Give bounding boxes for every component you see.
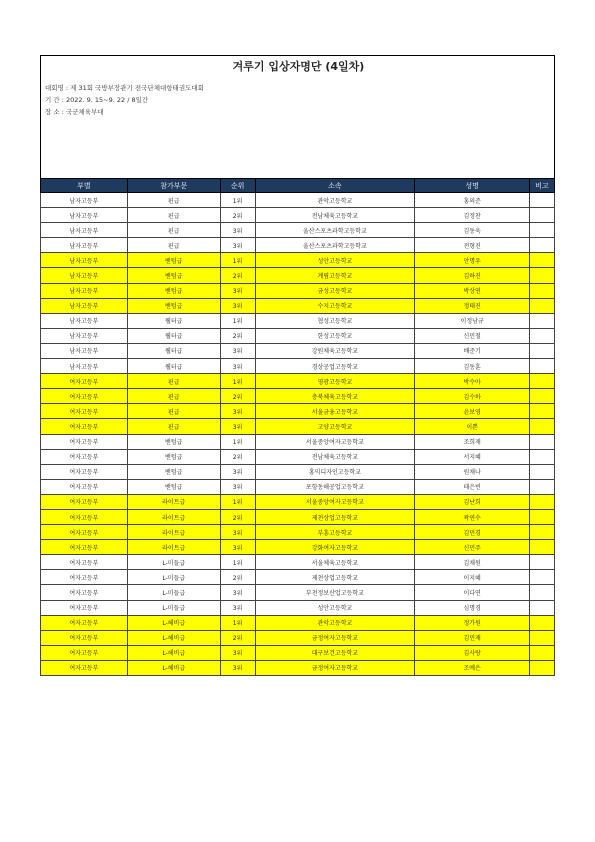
title-box	[40, 55, 555, 75]
name-cell: 심명경	[415, 600, 530, 615]
table-row	[41, 268, 555, 283]
category-cell: L-헤비급	[127, 630, 220, 645]
header-category: 참가부문	[127, 179, 220, 193]
division-cell: 남자고등부	[41, 359, 128, 374]
division-cell: 남자고등부	[41, 193, 128, 208]
table-row	[41, 479, 555, 494]
remarks-cell	[530, 253, 555, 268]
event-name: 대회명 : 제 31회 국방부장관기 전국단체대항태권도대회	[45, 84, 204, 92]
rank-cell: 2위	[220, 449, 255, 464]
remarks-cell	[530, 343, 555, 358]
division-cell: 남자고등부	[41, 313, 128, 328]
school-cell: 성안고등학교	[255, 253, 415, 268]
name-cell: 박상연	[415, 283, 530, 298]
frame-border-left	[40, 75, 41, 178]
table-row	[41, 419, 555, 434]
rank-cell: 3위	[220, 238, 255, 253]
name-cell: 이지혜	[415, 570, 530, 585]
remarks-cell	[530, 540, 555, 555]
category-cell: 라이트급	[127, 540, 220, 555]
remarks-cell	[530, 509, 555, 524]
remarks-cell	[530, 359, 555, 374]
school-cell: 울산스포츠과학고등학교	[255, 238, 415, 253]
school-cell: 울산스포츠과학고등학교	[255, 223, 415, 238]
division-cell: 여자고등부	[41, 600, 128, 615]
division-cell: 여자고등부	[41, 630, 128, 645]
name-cell: 곽연수	[415, 509, 530, 524]
rank-cell: 3위	[220, 343, 255, 358]
category-cell: L-헤비급	[127, 615, 220, 630]
category-cell: 밴텀급	[127, 479, 220, 494]
results-table	[40, 178, 555, 676]
name-cell: 김정찬	[415, 208, 530, 223]
school-cell: 협성고등학교	[255, 313, 415, 328]
rank-cell: 2위	[220, 328, 255, 343]
rank-cell: 3위	[220, 660, 255, 675]
remarks-cell	[530, 223, 555, 238]
name-cell: 조희재	[415, 434, 530, 449]
category-cell: 핀급	[127, 208, 220, 223]
division-cell: 여자고등부	[41, 404, 128, 419]
rank-cell: 1위	[220, 494, 255, 509]
category-cell: L-미들급	[127, 555, 220, 570]
school-cell: 전남체육고등학교	[255, 208, 415, 223]
school-cell: 계림고등학교	[255, 268, 415, 283]
remarks-cell	[530, 570, 555, 585]
name-cell: 신민주	[415, 540, 530, 555]
table-row	[41, 660, 555, 675]
name-cell: 정태진	[415, 298, 530, 313]
table-row	[41, 389, 555, 404]
remarks-cell	[530, 630, 555, 645]
rank-cell: 2위	[220, 570, 255, 585]
division-cell: 여자고등부	[41, 660, 128, 675]
remarks-cell	[530, 660, 555, 675]
school-cell: 영광고등학교	[255, 374, 415, 389]
name-cell: 박수아	[415, 374, 530, 389]
rank-cell: 1위	[220, 313, 255, 328]
category-cell: 밴텀급	[127, 268, 220, 283]
name-cell: 김동훈	[415, 359, 530, 374]
division-cell: 남자고등부	[41, 283, 128, 298]
rank-cell: 2위	[220, 268, 255, 283]
remarks-cell	[530, 389, 555, 404]
category-cell: 밴텀급	[127, 298, 220, 313]
rank-cell: 3위	[220, 600, 255, 615]
school-cell: 금정여자고등학교	[255, 660, 415, 675]
name-cell: 김하진	[415, 268, 530, 283]
table-row	[41, 570, 555, 585]
table-row	[41, 525, 555, 540]
remarks-cell	[530, 238, 555, 253]
category-cell: 라이트급	[127, 525, 220, 540]
remarks-cell	[530, 615, 555, 630]
division-cell: 남자고등부	[41, 253, 128, 268]
remarks-cell	[530, 434, 555, 449]
school-cell: 고양고등학교	[255, 419, 415, 434]
name-cell: 정가원	[415, 615, 530, 630]
rank-cell: 3위	[220, 419, 255, 434]
division-cell: 여자고등부	[41, 479, 128, 494]
school-cell: 전남체육고등학교	[255, 449, 415, 464]
table-row	[41, 555, 555, 570]
remarks-cell	[530, 268, 555, 283]
table-row	[41, 464, 555, 479]
name-cell: 이다연	[415, 585, 530, 600]
division-cell: 남자고등부	[41, 238, 128, 253]
remarks-cell	[530, 328, 555, 343]
school-cell: 경상공업고등학교	[255, 359, 415, 374]
division-cell: 여자고등부	[41, 645, 128, 660]
page-title: 겨루기 입상자명단 (4일차)	[232, 60, 365, 73]
school-cell: 금성고등학교	[255, 283, 415, 298]
division-cell: 여자고등부	[41, 449, 128, 464]
school-cell: 한성고등학교	[255, 328, 415, 343]
rank-cell: 3위	[220, 223, 255, 238]
rank-cell: 1위	[220, 615, 255, 630]
remarks-cell	[530, 479, 555, 494]
school-cell: 강화여자고등학교	[255, 540, 415, 555]
table-row	[41, 585, 555, 600]
table-row	[41, 615, 555, 630]
table-row	[41, 193, 555, 208]
name-cell: 김수하	[415, 389, 530, 404]
division-cell: 여자고등부	[41, 615, 128, 630]
name-cell: 김채원	[415, 555, 530, 570]
table-row	[41, 449, 555, 464]
division-cell: 여자고등부	[41, 540, 128, 555]
table-row	[41, 540, 555, 555]
event-period: 기 간 : 2022. 9. 15~9. 22 / 8일간	[45, 96, 149, 104]
remarks-cell	[530, 525, 555, 540]
rank-cell: 2위	[220, 630, 255, 645]
rank-cell: 3위	[220, 645, 255, 660]
table-row	[41, 283, 555, 298]
division-cell: 여자고등부	[41, 509, 128, 524]
table-row	[41, 509, 555, 524]
table-row	[41, 630, 555, 645]
school-cell: 제천상업고등학교	[255, 570, 415, 585]
rank-cell: 1위	[220, 555, 255, 570]
division-cell: 여자고등부	[41, 555, 128, 570]
rank-cell: 2위	[220, 509, 255, 524]
name-cell: 김난희	[415, 494, 530, 509]
remarks-cell	[530, 283, 555, 298]
division-cell: 여자고등부	[41, 464, 128, 479]
category-cell: 웰터급	[127, 328, 220, 343]
frame-border-right	[554, 75, 555, 178]
remarks-cell	[530, 464, 555, 479]
name-cell: 안명우	[415, 253, 530, 268]
remarks-cell	[530, 313, 555, 328]
school-cell: 대구보건고등학교	[255, 645, 415, 660]
school-cell: 부천정보산업고등학교	[255, 585, 415, 600]
division-cell: 남자고등부	[41, 343, 128, 358]
remarks-cell	[530, 645, 555, 660]
name-cell: 김민재	[415, 630, 530, 645]
table-row	[41, 313, 555, 328]
name-cell: 김사랑	[415, 645, 530, 660]
header-division: 부별	[41, 179, 128, 193]
division-cell: 여자고등부	[41, 389, 128, 404]
name-cell: 원채나	[415, 464, 530, 479]
division-cell: 여자고등부	[41, 374, 128, 389]
category-cell: 핀급	[127, 238, 220, 253]
category-cell: 밴텀급	[127, 434, 220, 449]
division-cell: 여자고등부	[41, 434, 128, 449]
remarks-cell	[530, 555, 555, 570]
school-cell: 홍익디자인고등학교	[255, 464, 415, 479]
table-row	[41, 328, 555, 343]
table-header-row	[41, 179, 555, 193]
name-cell: 서지혜	[415, 449, 530, 464]
category-cell: 핀급	[127, 374, 220, 389]
school-cell: 수지고등학교	[255, 298, 415, 313]
category-cell: 핀급	[127, 223, 220, 238]
remarks-cell	[530, 193, 555, 208]
remarks-cell	[530, 585, 555, 600]
school-cell: 충북체육고등학교	[255, 389, 415, 404]
remarks-cell	[530, 449, 555, 464]
results-sheet	[40, 55, 555, 673]
table-body	[41, 193, 555, 676]
header-rank: 순위	[220, 179, 255, 193]
school-cell: 관악고등학교	[255, 193, 415, 208]
category-cell: L-헤비급	[127, 645, 220, 660]
category-cell: 밴텀급	[127, 283, 220, 298]
rank-cell: 3위	[220, 540, 255, 555]
name-cell: 조예은	[415, 660, 530, 675]
header-school: 소속	[255, 179, 415, 193]
category-cell: 밴텀급	[127, 449, 220, 464]
school-cell: 서울중앙여자고등학교	[255, 434, 415, 449]
name-cell: 신민철	[415, 328, 530, 343]
table-row	[41, 343, 555, 358]
event-venue: 장 소 : 국군체육부대	[45, 108, 104, 116]
remarks-cell	[530, 404, 555, 419]
table-row	[41, 434, 555, 449]
category-cell: L-미들급	[127, 570, 220, 585]
table-row	[41, 645, 555, 660]
division-cell: 여자고등부	[41, 585, 128, 600]
table-row	[41, 494, 555, 509]
rank-cell: 3위	[220, 404, 255, 419]
school-cell: 부흥고등학교	[255, 525, 415, 540]
rank-cell: 3위	[220, 585, 255, 600]
name-cell: 배준기	[415, 343, 530, 358]
school-cell: 제천상업고등학교	[255, 509, 415, 524]
table-row	[41, 404, 555, 419]
table-row	[41, 359, 555, 374]
remarks-cell	[530, 494, 555, 509]
school-cell: 강원체육고등학교	[255, 343, 415, 358]
division-cell: 남자고등부	[41, 268, 128, 283]
rank-cell: 1위	[220, 253, 255, 268]
division-cell: 남자고등부	[41, 223, 128, 238]
name-cell: 김동욱	[415, 223, 530, 238]
remarks-cell	[530, 600, 555, 615]
division-cell: 남자고등부	[41, 328, 128, 343]
remarks-cell	[530, 298, 555, 313]
rank-cell: 3위	[220, 359, 255, 374]
category-cell: 핀급	[127, 419, 220, 434]
name-cell: 이쁜	[415, 419, 530, 434]
rank-cell: 3위	[220, 464, 255, 479]
name-cell: 윤보영	[415, 404, 530, 419]
table-row	[41, 298, 555, 313]
school-cell: 포항동해공업고등학교	[255, 479, 415, 494]
category-cell: 핀급	[127, 193, 220, 208]
rank-cell: 3위	[220, 479, 255, 494]
category-cell: 핀급	[127, 389, 220, 404]
school-cell: 성안고등학교	[255, 600, 415, 615]
category-cell: 밴텀급	[127, 253, 220, 268]
division-cell: 여자고등부	[41, 494, 128, 509]
table-row	[41, 253, 555, 268]
table-row	[41, 600, 555, 615]
school-cell: 서울체육고등학교	[255, 555, 415, 570]
remarks-cell	[530, 374, 555, 389]
remarks-cell	[530, 419, 555, 434]
category-cell: 핀급	[127, 404, 220, 419]
category-cell: L-미들급	[127, 600, 220, 615]
category-cell: L-헤비급	[127, 660, 220, 675]
school-cell: 관악고등학교	[255, 615, 415, 630]
name-cell: 이정남규	[415, 313, 530, 328]
name-cell: 전형진	[415, 238, 530, 253]
rank-cell: 1위	[220, 374, 255, 389]
rank-cell: 3위	[220, 283, 255, 298]
category-cell: 라이트급	[127, 509, 220, 524]
header-remarks: 비고	[530, 179, 555, 193]
category-cell: 라이트급	[127, 494, 220, 509]
rank-cell: 3위	[220, 298, 255, 313]
rank-cell: 1위	[220, 193, 255, 208]
category-cell: L-미들급	[127, 585, 220, 600]
table-row	[41, 238, 555, 253]
school-cell: 서울금융고등학교	[255, 404, 415, 419]
category-cell: 웰터급	[127, 359, 220, 374]
school-cell: 서울중앙여자고등학교	[255, 494, 415, 509]
name-cell: 홍의준	[415, 193, 530, 208]
remarks-cell	[530, 208, 555, 223]
division-cell: 여자고등부	[41, 419, 128, 434]
table-row	[41, 374, 555, 389]
rank-cell: 2위	[220, 389, 255, 404]
division-cell: 여자고등부	[41, 570, 128, 585]
rank-cell: 2위	[220, 208, 255, 223]
division-cell: 남자고등부	[41, 208, 128, 223]
category-cell: 밴텀급	[127, 464, 220, 479]
division-cell: 여자고등부	[41, 525, 128, 540]
name-cell: 태은빈	[415, 479, 530, 494]
rank-cell: 3위	[220, 525, 255, 540]
table-row	[41, 208, 555, 223]
category-cell: 웰터급	[127, 313, 220, 328]
category-cell: 웰터급	[127, 343, 220, 358]
name-cell: 김민경	[415, 525, 530, 540]
header-name: 성명	[415, 179, 530, 193]
rank-cell: 1위	[220, 434, 255, 449]
school-cell: 금정여자고등학교	[255, 630, 415, 645]
table-row	[41, 223, 555, 238]
division-cell: 남자고등부	[41, 298, 128, 313]
